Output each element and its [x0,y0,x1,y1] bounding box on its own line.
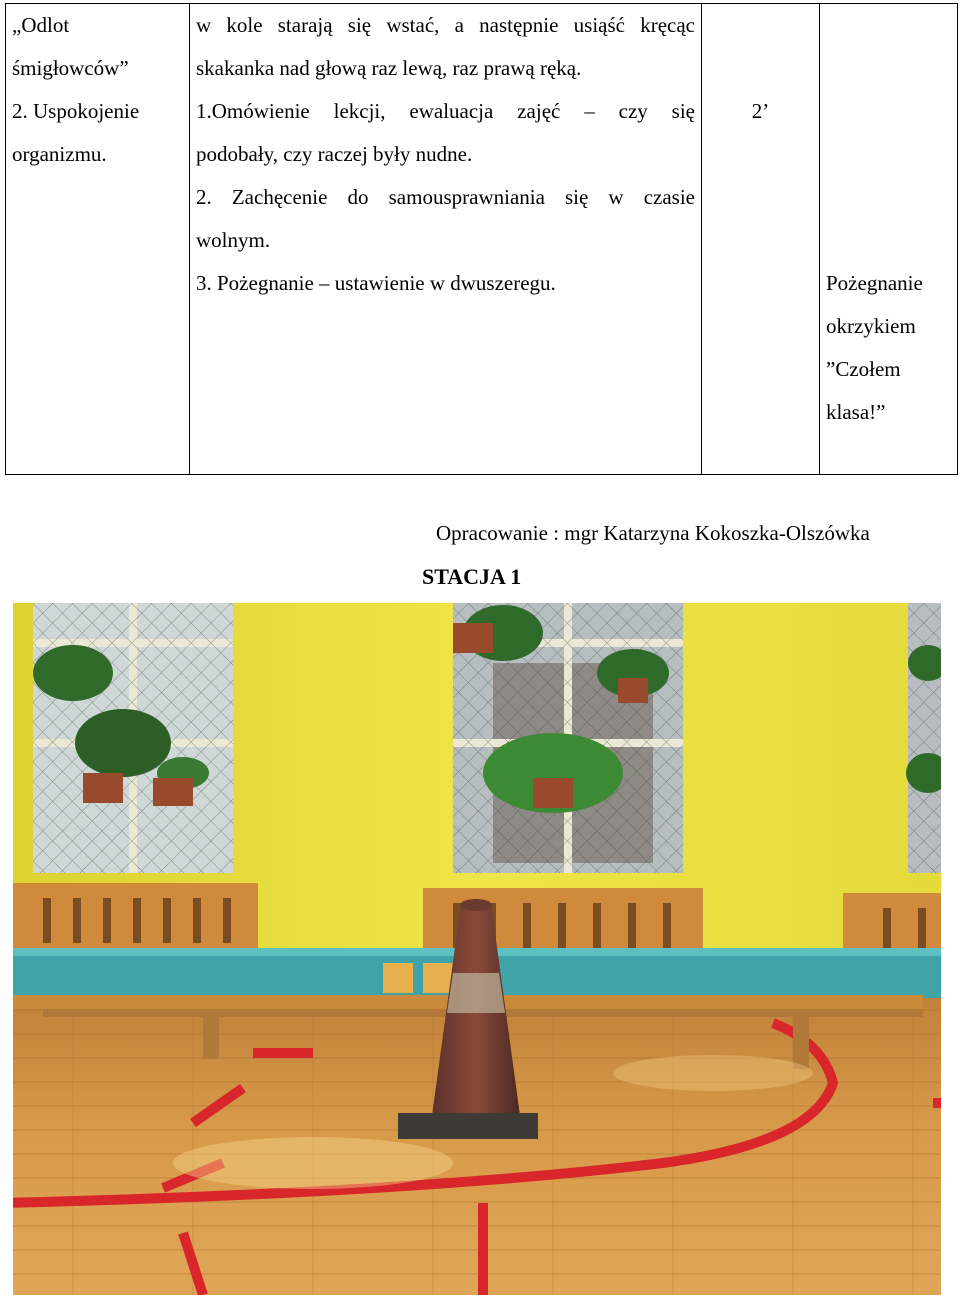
cell-line: 1.Omówienie lekcji, ewaluacja zajęć – czy się [196,99,695,123]
exercise-description-cell [190,4,702,475]
cell-line: ”Czołem [826,357,901,381]
gym-station-photo [13,603,941,1295]
cell-line: w kole starają się wstać, a następnie usiąść kręcąc [196,13,695,37]
cell-line: Pożegnanie [826,271,923,295]
cell-line: skakanka nad głową raz lewą, raz prawą ręką. [196,56,582,80]
duration-cell [702,4,820,475]
author-credit: Opracowanie : mgr Katarzyna Kokoszka-Olszówka [436,521,870,545]
cell-line: klasa!” [826,400,886,424]
exercise-name-cell [6,4,190,475]
window-right [908,603,941,873]
lesson-plan-table [5,3,958,475]
cell-line: wolnym. [196,228,271,252]
cell-line: organizmu. [12,142,107,166]
cell-line: „Odlot [12,13,70,37]
cell-line: podobały, czy raczej były nudne. [196,142,473,166]
cell-line: śmigłowców” [12,56,129,80]
cell-line: okrzykiem [826,314,916,338]
notes-cell [820,4,958,475]
station-title: STACJA 1 [422,564,522,589]
cell-line: 2. Uspokojenie [12,99,140,123]
duration-value: 2’ [751,99,770,123]
table-row [6,4,958,475]
cell-line: 3. Pożegnanie – ustawienie w dwuszeregu. [196,271,556,295]
cell-line: 2. Zachęcenie do samousprawniania się w czasie [196,185,695,209]
